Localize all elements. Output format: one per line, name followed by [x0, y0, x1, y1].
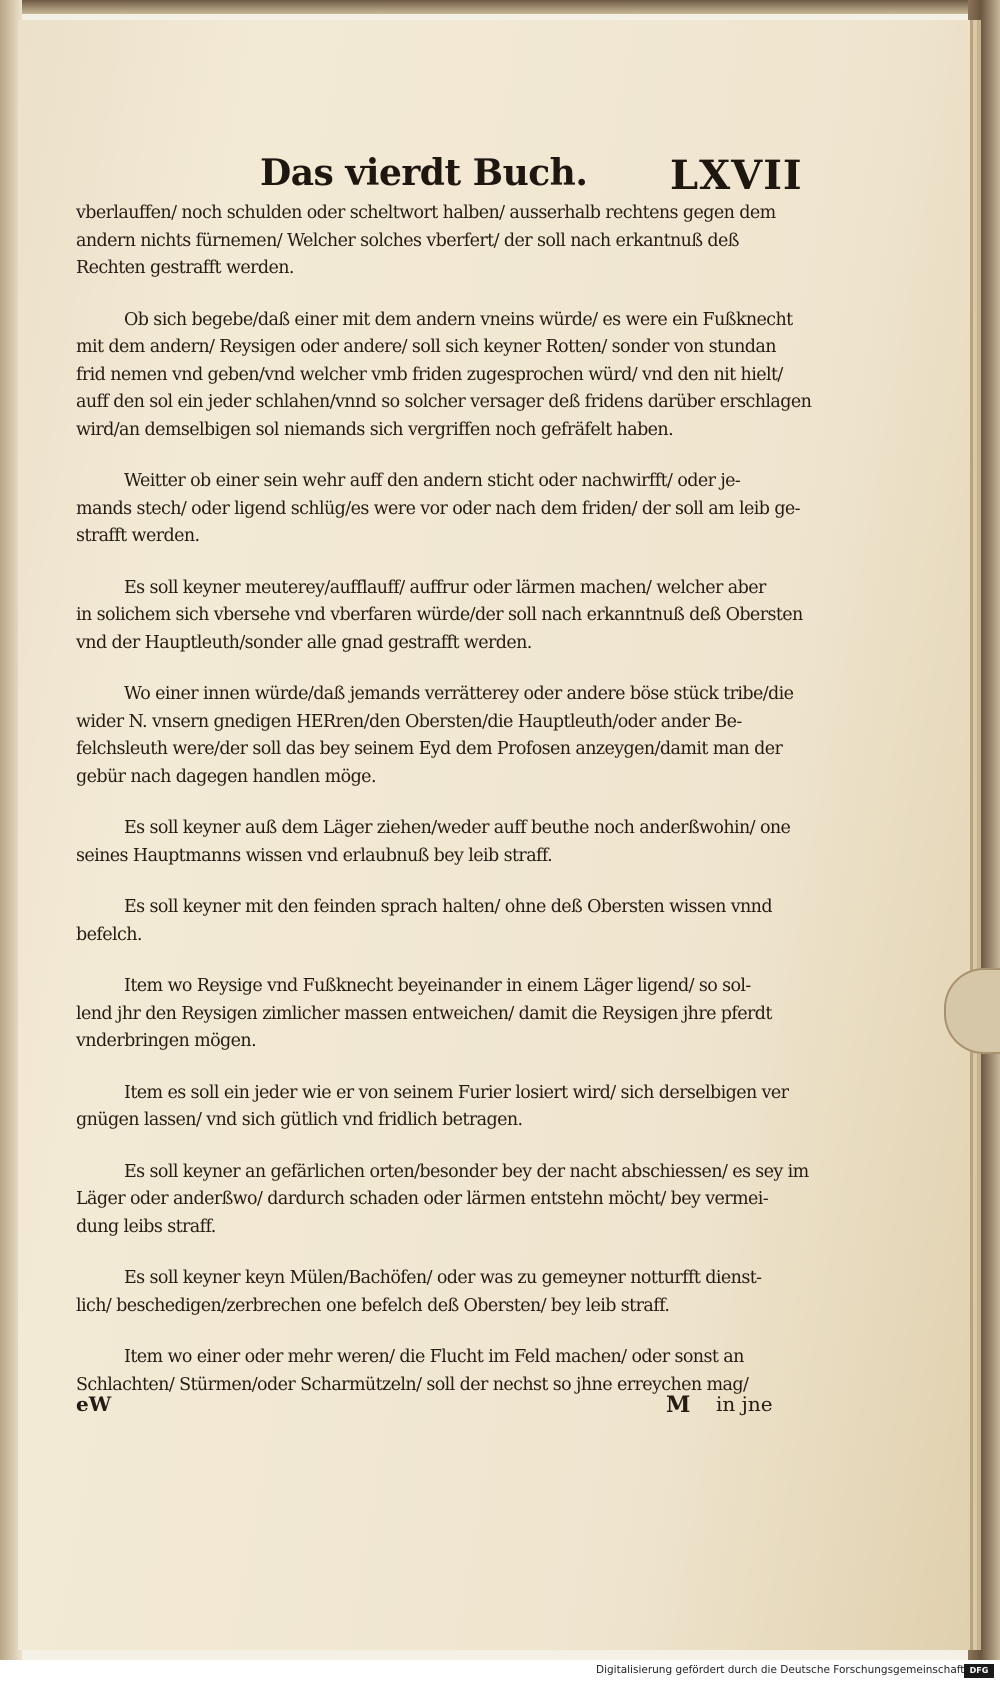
text-line: Es soll keyner mit den feinden sprach halten/ ohne deß Obersten wissen vnnd	[124, 897, 772, 917]
text-line: vnd der Hauptleuth/sonder alle gnad gestrafft werden.	[76, 632, 532, 653]
text-line: in solichem sich vbersehe vnd vberfaren würde/der soll nach erkanntnuß deß Obersten	[76, 605, 803, 625]
folio-number: LXVII	[670, 152, 803, 199]
text-line: dung leibs straff.	[76, 1216, 216, 1237]
paragraph	[76, 1344, 796, 1399]
paragraph	[76, 200, 796, 283]
text-line: seines Hauptmanns wissen vnd erlaubnuß bey leib straff.	[76, 845, 553, 866]
text-line: mit dem andern/ Reysigen oder andere/ soll sich keyner Rotten/ sonder von stundan	[76, 337, 776, 357]
paragraph	[76, 575, 803, 658]
paragraph	[76, 894, 796, 949]
paragraph	[76, 681, 796, 791]
dfg-logo: DFG	[964, 1664, 994, 1678]
text-line: Item wo Reysige vnd Fußknecht beyeinander in einem Läger ligend/ so sol-	[124, 976, 751, 996]
text-line: Rechten gestrafft werden.	[76, 258, 294, 278]
text-line: lich/ beschedigen/zerbrechen one befelch deß Obersten/ bey leib straff.	[76, 1295, 670, 1316]
text-line: Item es soll ein jeder wie er von seinem Furier losiert wird/ sich derselbigen ver	[124, 1082, 789, 1103]
page-header	[260, 152, 803, 202]
text-line: andern nichts fürnemen/ Welcher solches vberfert/ der soll nach erkantnuß deß	[76, 230, 739, 251]
page-footer	[76, 1392, 796, 1426]
text-line: wider N. vnsern gnedigen HERren/den Obersten/die Hauptleuth/oder ander Be-	[76, 711, 742, 732]
text-line: felchsleuth were/der soll das bey seinem Eyd dem Profosen anzeygen/damit man der	[76, 739, 783, 759]
body-text	[76, 200, 812, 1399]
text-line: Es soll keyner meuterey/aufflauff/ auffrur oder lärmen machen/ welcher aber	[124, 577, 766, 598]
text-line: gebür nach dagegen handlen möge.	[76, 766, 376, 787]
text-line: befelch.	[76, 924, 142, 945]
running-title: Das vierdt Buch.	[260, 152, 588, 194]
paragraph	[76, 1159, 809, 1242]
text-line: Wo einer innen würde/daß jemands verrätterey oder andere böse stück tribe/die	[124, 684, 794, 704]
text-line: mands stech/ oder ligend schlüg/es were vor oder nach dem friden/ der soll am leib ge-	[76, 498, 800, 519]
paragraph	[76, 973, 796, 1056]
paragraph	[76, 307, 812, 445]
digitization-credit: Digitalisierung gefördert durch die Deutsche Forschungsgemeinschaft	[596, 1664, 965, 1676]
text-line: Ob sich begebe/daß einer mit dem andern vneins würde/ es were ein Fußknecht	[124, 309, 793, 330]
text-line: Item wo einer oder mehr weren/ die Flucht im Feld machen/ oder sonst an	[124, 1347, 744, 1367]
text-line: frid nemen vnd geben/vnd welcher vmb friden zugesprochen würd/ vnd den nit hielt/	[76, 364, 783, 385]
text-line: gnügen lassen/ vnd sich gütlich vnd fridlich betragen.	[76, 1110, 523, 1130]
gathering-signature: M	[666, 1392, 691, 1418]
text-line: Es soll keyner auß dem Läger ziehen/weder auff beuthe noch anderßwohin/ one	[124, 818, 791, 838]
text-line: vnderbringen mögen.	[76, 1031, 257, 1051]
text-line: Schlachten/ Stürmen/oder Scharmützeln/ soll der nechst so jhne erreychen mag/	[76, 1374, 749, 1395]
text-line: vberlauffen/ noch schulden oder scheltwort halben/ ausserhalb rechtens gegen dem	[76, 203, 776, 223]
catchword: in jne	[716, 1392, 773, 1416]
signature-mark: eW	[76, 1392, 112, 1416]
text-line: lend jhr den Reysigen zimlicher massen entweichen/ damit die Reysigen jhre pferdt	[76, 1003, 772, 1024]
text-line: wird/an demselbigen sol niemands sich vergriffen noch gefräfelt haben.	[76, 419, 674, 440]
text-line: Läger oder anderßwo/ dardurch schaden oder lärmen entstehn möcht/ bey vermei-	[76, 1189, 769, 1209]
paragraph	[76, 1080, 796, 1135]
text-line: strafft werden.	[76, 526, 200, 546]
paragraph	[76, 1265, 796, 1320]
paragraph	[76, 468, 800, 551]
text-line: auff den sol ein jeder schlahen/vnnd so solcher versager deß fridens darüber erschlagen	[76, 392, 812, 412]
paragraph	[76, 815, 796, 870]
text-line: Es soll keyner an gefärlichen orten/besonder bey der nacht abschiessen/ es sey im	[124, 1161, 809, 1182]
text-line: Es soll keyner keyn Mülen/Bachöfen/ oder was zu gemeyner notturfft dienst-	[124, 1268, 762, 1288]
book-top-edge	[0, 0, 1000, 14]
text-line: Weitter ob einer sein wehr auff den andern sticht oder nachwirfft/ oder je-	[124, 471, 741, 491]
